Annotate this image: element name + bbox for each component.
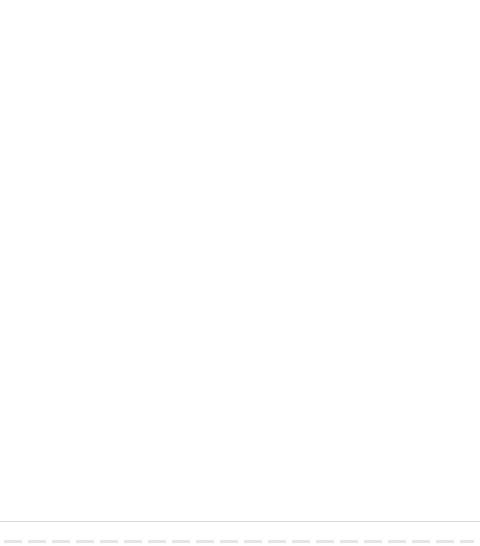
faint-footer-strip [4, 540, 474, 543]
divider [0, 521, 480, 522]
